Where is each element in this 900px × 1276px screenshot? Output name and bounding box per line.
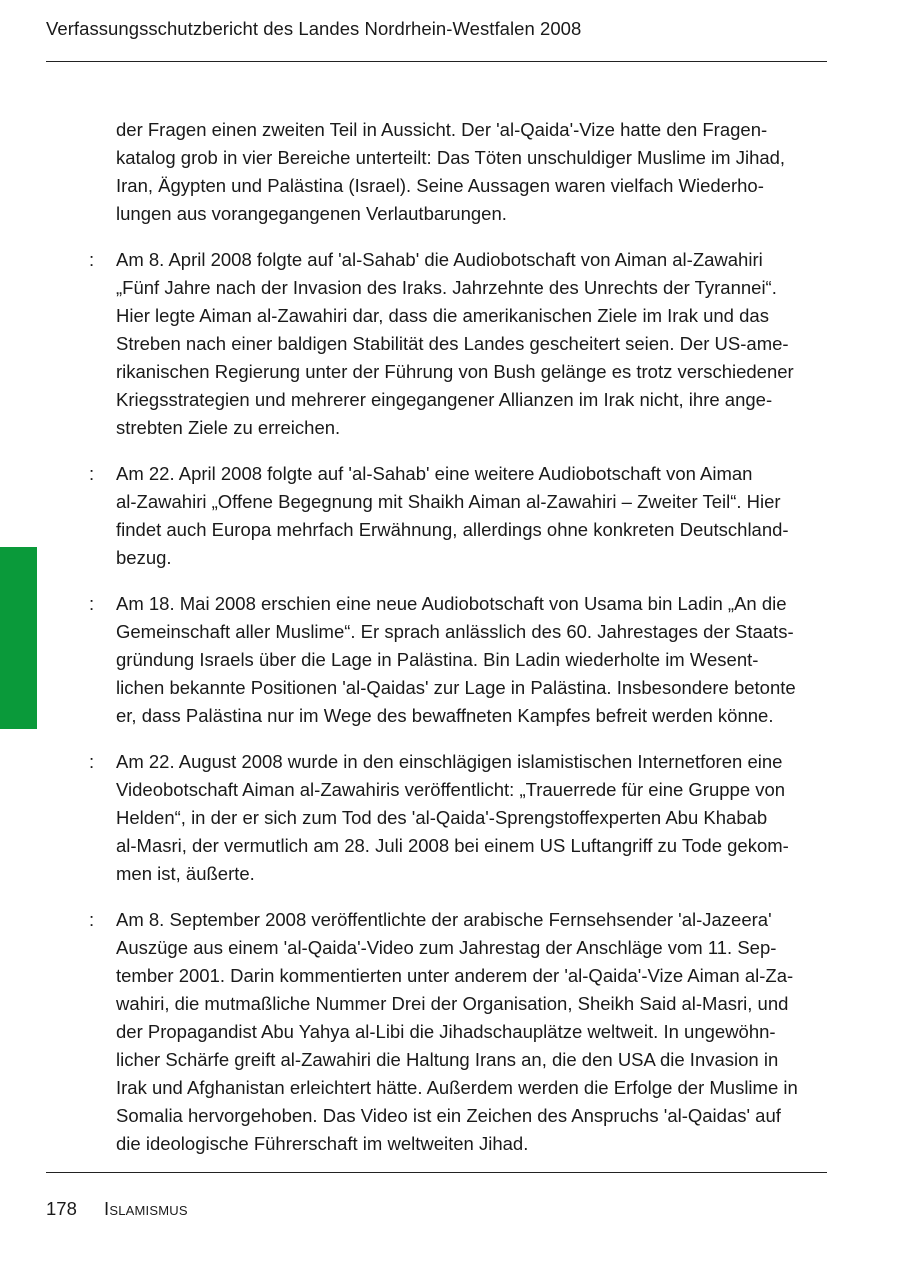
- continued-paragraph: [116, 116, 830, 228]
- text-line: Am 18. Mai 2008 erschien eine neue Audiobotschaft von Usama bin Ladin „An die: [116, 593, 787, 614]
- text-line: lungen aus vorangegangenen Verlautbarungen.: [116, 203, 507, 224]
- text-line: Gemeinschaft aller Muslime“. Er sprach anlässlich des 60. Jahrestages der Staats-: [116, 621, 794, 642]
- bullet-marker: :: [89, 593, 95, 614]
- text-line: al-Zawahiri „Offene Begegnung mit Shaikh Aiman al-Zawahiri – Zweiter Teil“. Hier: [116, 491, 781, 512]
- text-line: Am 8. September 2008 veröffentlichte der arabische Fernsehsender 'al-Jazeera': [116, 909, 772, 930]
- bullet-paragraph: [89, 906, 830, 1158]
- text-line: der Propagandist Abu Yahya al-Libi die Jihadschauplätze weltweit. In ungewöhn-: [116, 1021, 776, 1042]
- text-line: Am 22. August 2008 wurde in den einschlägigen islamistischen Internetforen eine: [116, 751, 783, 772]
- bullet-paragraph: [89, 460, 830, 572]
- text-line: Somalia hervorgehoben. Das Video ist ein Zeichen des Anspruchs 'al-Qaidas' auf: [116, 1105, 781, 1126]
- text-line: al-Masri, der vermutlich am 28. Juli 2008 bei einem US Luftangriff zu Tode gekom-: [116, 835, 789, 856]
- text-line: wahiri, die mutmaßliche Nummer Drei der Organisation, Sheikh Said al-Masri, und: [116, 993, 789, 1014]
- text-line: „Fünf Jahre nach der Invasion des Iraks. Jahrzehnte des Unrechts der Tyrannei“.: [116, 277, 777, 298]
- page-number: 178: [46, 1198, 77, 1219]
- text-line: findet auch Europa mehrfach Erwähnung, allerdings ohne konkreten Deutschland-: [116, 519, 789, 540]
- text-line: er, dass Palästina nur im Wege des bewaffneten Kampfes befreit werden könne.: [116, 705, 774, 726]
- text-line: Kriegsstrategien und mehrerer eingegangener Allianzen im Irak nicht, ihre ange-: [116, 389, 773, 410]
- running-head-title: Verfassungsschutzbericht des Landes Nordrhein-Westfalen 2008: [46, 18, 582, 39]
- text-line: Irak und Afghanistan erleichtert hätte. Außerdem werden die Erfolge der Muslime in: [116, 1077, 798, 1098]
- bullet-paragraph: [89, 748, 830, 888]
- body-text: [0, 116, 900, 1176]
- bullet-marker: :: [89, 751, 95, 772]
- bullet-marker: :: [89, 463, 95, 484]
- text-line: Helden“, in der er sich zum Tod des 'al-Qaida'-Sprengstoffexperten Abu Khabab: [116, 807, 768, 828]
- footer-rule: [46, 1172, 827, 1173]
- header-rule: [46, 61, 827, 62]
- page-footer: [46, 1198, 188, 1220]
- text-line: Streben nach einer baldigen Stabilität des Landes gescheitert seien. Der US-ame-: [116, 333, 789, 354]
- text-line: Iran, Ägypten und Palästina (Israel). Seine Aussagen waren vielfach Wiederho-: [116, 175, 764, 196]
- text-line: Auszüge aus einem 'al-Qaida'-Video zum Jahrestag der Anschläge vom 11. Sep-: [116, 937, 777, 958]
- bullet-marker: :: [89, 249, 95, 270]
- text-line: der Fragen einen zweiten Teil in Aussicht. Der 'al-Qaida'-Vize hatte den Fragen-: [116, 119, 768, 140]
- text-line: Hier legte Aiman al-Zawahiri dar, dass die amerikanischen Ziele im Irak und das: [116, 305, 769, 326]
- bullet-paragraph: [89, 246, 830, 442]
- text-line: licher Schärfe greift al-Zawahiri die Haltung Irans an, die den USA die Invasion in: [116, 1049, 779, 1070]
- text-line: lichen bekannte Positionen 'al-Qaidas' zur Lage in Palästina. Insbesondere betonte: [116, 677, 796, 698]
- text-line: die ideologische Führerschaft im weltweiten Jihad.: [116, 1133, 529, 1154]
- bullet-paragraph: [89, 590, 830, 730]
- text-line: katalog grob in vier Bereiche unterteilt: Das Töten unschuldiger Muslime im Jihad,: [116, 147, 786, 168]
- text-line: tember 2001. Darin kommentierten unter anderem der 'al-Qaida'-Vize Aiman al-Za-: [116, 965, 794, 986]
- text-line: bezug.: [116, 547, 172, 568]
- text-line: men ist, äußerte.: [116, 863, 255, 884]
- text-line: Am 8. April 2008 folgte auf 'al-Sahab' die Audiobotschaft von Aiman al-Zawahiri: [116, 249, 763, 270]
- section-label: Islamismus: [104, 1198, 188, 1219]
- text-line: rikanischen Regierung unter der Führung von Bush gelänge es trotz verschiedener: [116, 361, 794, 382]
- text-line: Videobotschaft Aiman al-Zawahiris veröffentlicht: „Trauerrede für eine Gruppe von: [116, 779, 786, 800]
- text-line: strebten Ziele zu erreichen.: [116, 417, 341, 438]
- text-line: Am 22. April 2008 folgte auf 'al-Sahab' eine weitere Audiobotschaft von Aiman: [116, 463, 753, 484]
- bullet-marker: :: [89, 909, 95, 930]
- text-line: gründung Israels über die Lage in Palästina. Bin Ladin wiederholte im Wesent-: [116, 649, 759, 670]
